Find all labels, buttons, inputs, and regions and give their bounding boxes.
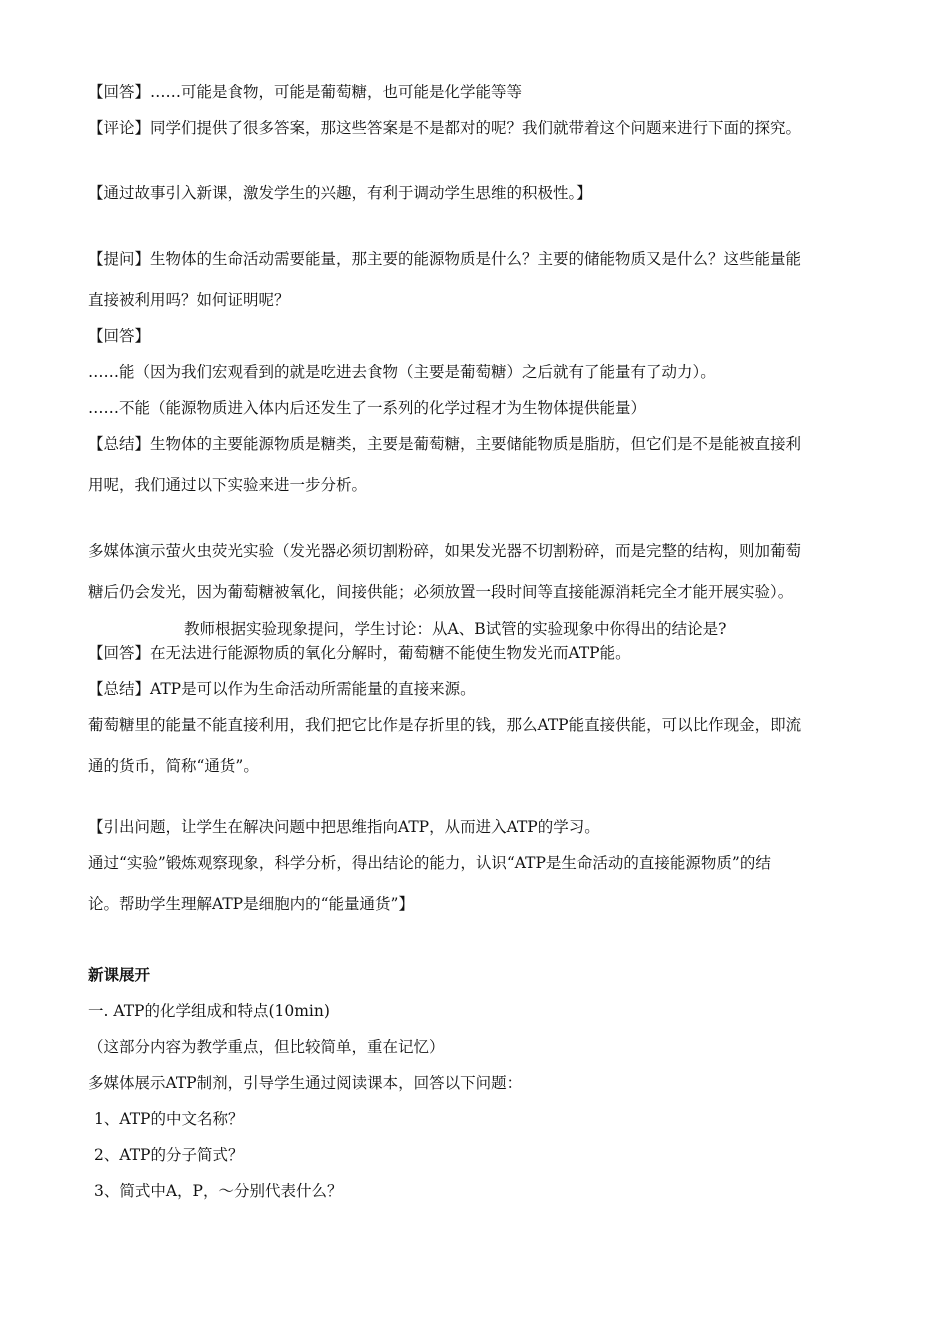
question-line-2: 直接被利用吗？如何证明呢？ xyxy=(88,291,290,309)
summary-atp: 【总结】ATP是可以作为生命活动所需能量的直接来源。 xyxy=(88,680,476,698)
design-note-2: 通过“实验”锻炼观察现象，科学分析，得出结论的能力，认识“ATP是生命活动的直接能源物质”的结 xyxy=(88,854,771,872)
analogy-line-2: 通的货币，简称“通货”。 xyxy=(88,757,259,775)
answer-line-1: 【回答】……可能是食物，可能是葡萄糖，也可能是化学能等等 xyxy=(88,83,523,101)
experiment-line-1: 多媒体演示萤火虫荧光实验（发光器必须切割粉碎，如果发光器不切割粉碎，而是完整的结构，则加葡萄 xyxy=(88,542,802,560)
question-line-1: 【提问】生物体的生命活动需要能量，那主要的能源物质是什么？主要的储能物质又是什么？这些能量能 xyxy=(88,250,802,268)
summary-line-1: 【总结】生物体的主要能源物质是糖类，主要是葡萄糖，主要储能物质是脂肪，但它们是不是能被直接利 xyxy=(88,435,802,453)
subsection-heading: 一. ATP的化学组成和特点(10min) xyxy=(88,1002,330,1020)
analogy-line-1: 葡萄糖里的能量不能直接利用，我们把它比作是存折里的钱，那么ATP能直接供能，可以比作现金，即流 xyxy=(88,716,802,734)
summary-line-2: 用呢，我们通过以下实验来进一步分析。 xyxy=(88,476,368,494)
question-item-3: 3、简式中A，P，～分别代表什么？ xyxy=(94,1182,343,1200)
answer-no: ……不能（能源物质进入体内后还发生了一系列的化学过程才为生物体提供能量） xyxy=(88,399,647,417)
question-item-2: 2、ATP的分子简式？ xyxy=(94,1146,244,1164)
subsection-note: （这部分内容为教学重点，但比较简单，重在记忆） xyxy=(88,1038,445,1056)
section-heading: 新课展开 xyxy=(88,966,151,984)
teacher-question: 教师根据实验现象提问，学生讨论：从A、B试管的实验现象中你得出的结论是? xyxy=(184,620,727,638)
experiment-line-2: 糖后仍会发光，因为葡萄糖被氧化，间接供能；必须放置一段时间等直接能源消耗完全才能开展实验）。 xyxy=(88,583,794,601)
comment-line: 【评论】同学们提供了很多答案，那这些答案是不是都对的呢？我们就带着这个问题来进行下面的探究。 xyxy=(88,119,802,137)
answer-yes: ……能（因为我们宏观看到的就是吃进去食物（主要是葡萄糖）之后就有了能量有了动力）。 xyxy=(88,363,716,381)
intro-note: 【通过故事引入新课，激发学生的兴趣，有利于调动学生思维的积极性。】 xyxy=(88,184,592,202)
answer-line-2: 【回答】在无法进行能源物质的氧化分解时，葡萄糖不能使生物发光而ATP能。 xyxy=(88,644,631,662)
multimedia-line: 多媒体展示ATP制剂，引导学生通过阅读课本，回答以下问题： xyxy=(88,1074,523,1092)
answer-label: 【回答】 xyxy=(88,327,151,345)
design-note-1: 【引出问题，让学生在解决问题中把思维指向ATP，从而进入ATP的学习。 xyxy=(88,818,600,836)
design-note-3: 论。帮助学生理解ATP是细胞内的“能量通货”】 xyxy=(88,895,414,913)
question-item-1: 1、ATP的中文名称？ xyxy=(94,1110,244,1128)
